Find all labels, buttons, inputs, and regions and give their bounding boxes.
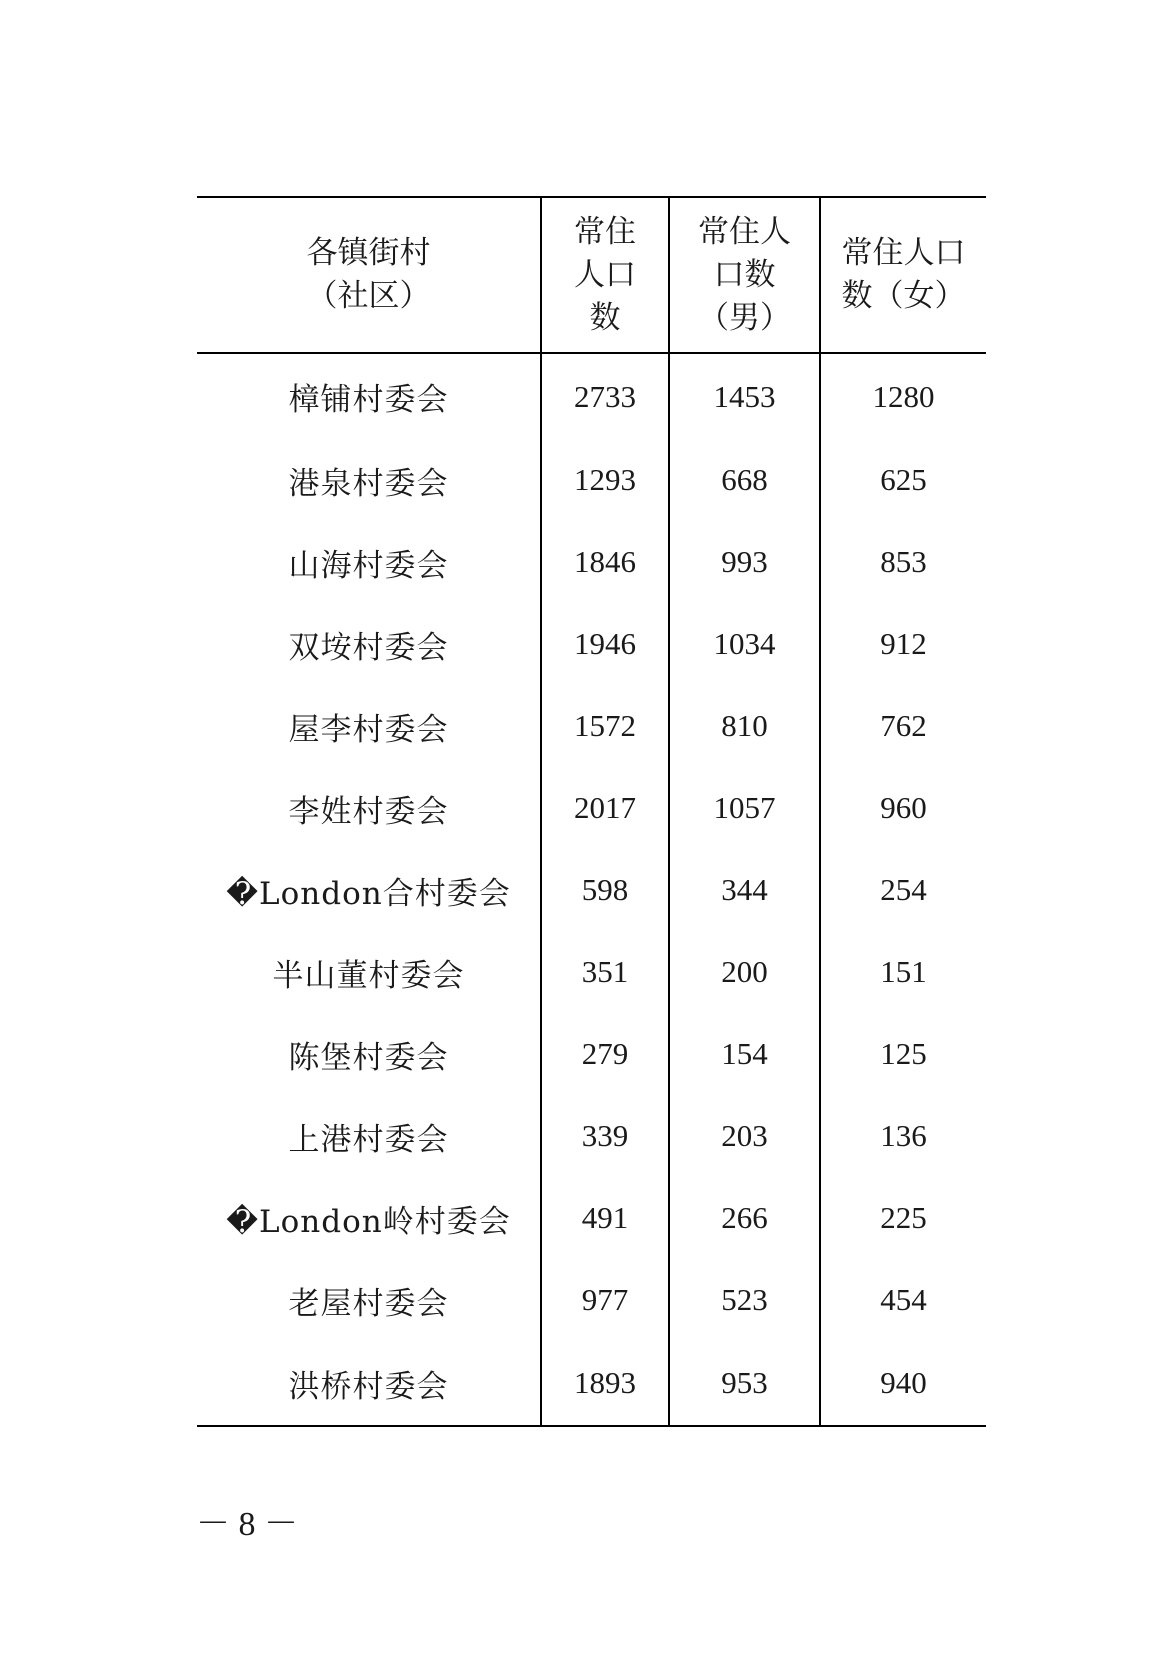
total-population-cell: 2017: [541, 767, 669, 849]
total-population-cell: 598: [541, 849, 669, 931]
male-population-cell: 993: [669, 521, 820, 603]
table-header-row: [197, 197, 986, 353]
table-row: [197, 849, 986, 931]
table-row: [197, 439, 986, 521]
table-row: [197, 1341, 986, 1426]
female-population-cell: 960: [820, 767, 986, 849]
male-population-cell: 154: [669, 1013, 820, 1095]
total-population-cell: 1572: [541, 685, 669, 767]
female-population-cell: 853: [820, 521, 986, 603]
total-population-cell: 1846: [541, 521, 669, 603]
male-population-cell: 1057: [669, 767, 820, 849]
total-population-cell: 1293: [541, 439, 669, 521]
village-name-cell: �London合村委会: [226, 875, 511, 912]
village-name-cell: 陈堡村委会: [288, 1039, 449, 1076]
table-row: [197, 603, 986, 685]
female-population-cell: 912: [820, 603, 986, 685]
table-row: [197, 1095, 986, 1177]
table-body: [197, 353, 986, 1426]
total-population-cell: 977: [541, 1259, 669, 1341]
header-female: 常住人口数（女）: [820, 197, 986, 353]
table-row: [197, 1177, 986, 1259]
total-population-cell: 279: [541, 1013, 669, 1095]
male-population-cell: 203: [669, 1095, 820, 1177]
header-total: 常住人口数: [541, 197, 669, 353]
total-population-cell: 339: [541, 1095, 669, 1177]
village-name-cell: 屋李村委会: [288, 711, 449, 748]
male-population-cell: 953: [669, 1341, 820, 1426]
female-population-cell: 254: [820, 849, 986, 931]
total-population-cell: 491: [541, 1177, 669, 1259]
male-population-cell: 1453: [669, 353, 820, 439]
village-name-cell: 半山董村委会: [272, 957, 465, 994]
header-village: 各镇街村（社区）: [197, 197, 541, 353]
table-row: [197, 1259, 986, 1341]
female-population-cell: 225: [820, 1177, 986, 1259]
male-population-cell: 668: [669, 439, 820, 521]
village-name-cell: 李姓村委会: [288, 793, 449, 830]
population-table: [197, 196, 986, 1427]
village-name-cell: 洪桥村委会: [197, 1341, 541, 1426]
male-population-cell: 810: [669, 685, 820, 767]
total-population-cell: 351: [541, 931, 669, 1013]
male-population-cell: 200: [669, 931, 820, 1013]
table-row: [197, 685, 986, 767]
village-name-cell: 双垵村委会: [288, 629, 449, 666]
total-population-cell: 1946: [541, 603, 669, 685]
table-row: [197, 521, 986, 603]
female-population-cell: 136: [820, 1095, 986, 1177]
female-population-cell: 625: [820, 439, 986, 521]
village-name-cell: 樟铺村委会: [288, 382, 449, 418]
header-male: 常住人口数（男）: [669, 197, 820, 353]
male-population-cell: 344: [669, 849, 820, 931]
female-population-cell: 454: [820, 1259, 986, 1341]
village-name-cell: 港泉村委会: [288, 465, 449, 502]
female-population-cell: 125: [820, 1013, 986, 1095]
female-population-cell: 940: [820, 1341, 986, 1426]
female-population-cell: 151: [820, 931, 986, 1013]
total-population-cell: 2733: [541, 353, 669, 439]
male-population-cell: 1034: [669, 603, 820, 685]
table-row: [197, 1013, 986, 1095]
total-population-cell: 1893: [541, 1341, 669, 1426]
table-row: [197, 353, 986, 439]
female-population-cell: 762: [820, 685, 986, 767]
village-name-cell: 山海村委会: [288, 547, 449, 584]
village-name-cell: �London岭村委会: [226, 1203, 511, 1240]
page-number: － 8 －: [196, 1506, 298, 1543]
female-population-cell: 1280: [820, 353, 986, 439]
village-name-cell: 上港村委会: [288, 1121, 449, 1158]
village-name-cell: 老屋村委会: [288, 1285, 449, 1322]
table-row: [197, 931, 986, 1013]
male-population-cell: 523: [669, 1259, 820, 1341]
male-population-cell: 266: [669, 1177, 820, 1259]
table-row: [197, 767, 986, 849]
